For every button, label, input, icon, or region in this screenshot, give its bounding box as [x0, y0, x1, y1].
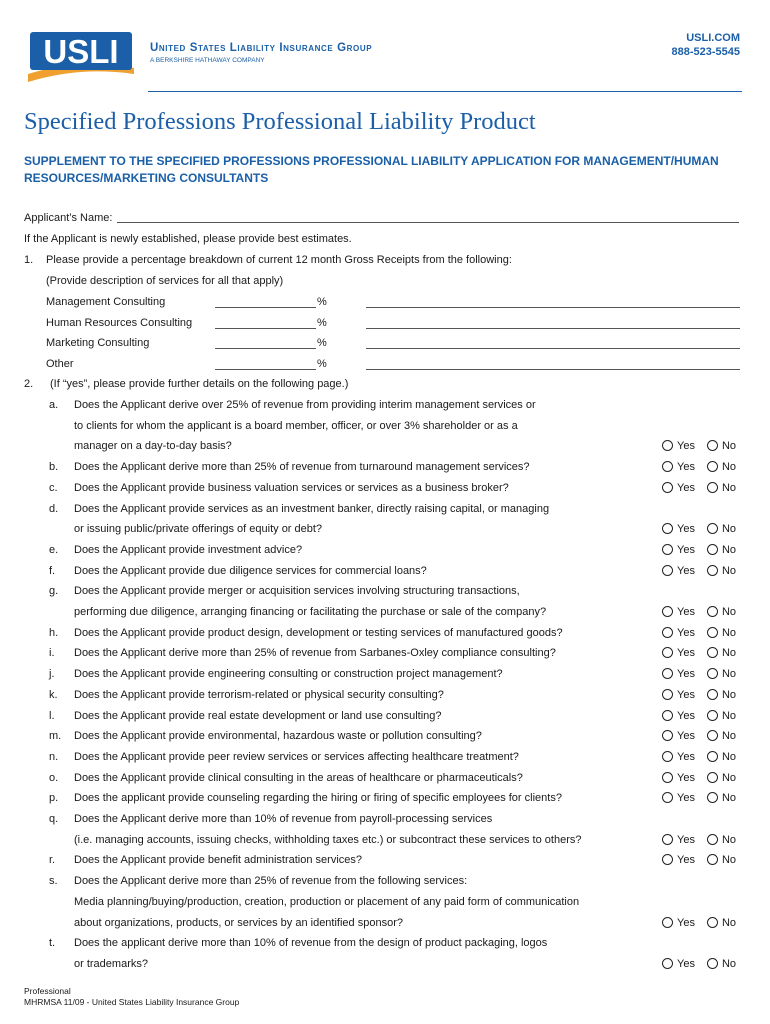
yes-no-group — [662, 565, 736, 578]
yes-radio[interactable] — [662, 565, 673, 576]
no-radio[interactable] — [707, 854, 718, 865]
question-text: Does the Applicant derive more than 10% of revenue from payroll-processing services — [74, 813, 493, 825]
yes-label: Yes — [677, 772, 695, 784]
no-option[interactable] — [707, 689, 736, 701]
footer-form-id: MHRMSA 11/09 - United States Liability Insurance Group — [24, 997, 240, 1007]
question-text: Does the applicant derive more than 10% of revenue from the design of product packaging, logos — [74, 937, 548, 949]
no-radio[interactable] — [707, 647, 718, 658]
yes-option[interactable] — [662, 482, 695, 494]
yes-radio[interactable] — [662, 606, 673, 617]
question-text: (i.e. managing accounts, issuing checks, withholding taxes etc.) or subcontract these services to others? — [74, 834, 582, 846]
yes-radio[interactable] — [662, 730, 673, 741]
question-text: Does the Applicant provide product design, development or testing services of manufactured goods? — [74, 627, 563, 639]
yes-option[interactable] — [662, 565, 695, 577]
breakdown-label: Marketing Consulting — [46, 337, 150, 349]
no-option[interactable] — [707, 565, 736, 577]
yes-label: Yes — [677, 647, 695, 659]
question-text: Does the Applicant derive more than 25% of revenue from turnaround management services? — [74, 461, 530, 473]
yes-option[interactable] — [662, 772, 695, 784]
question-letter: a. — [49, 399, 59, 411]
no-option[interactable] — [707, 792, 736, 804]
no-label: No — [721, 647, 737, 659]
no-option[interactable] — [707, 710, 736, 722]
yes-option[interactable] — [662, 689, 695, 701]
question-text: Does the Applicant provide benefit administration services? — [74, 854, 362, 866]
yes-option[interactable] — [662, 917, 695, 929]
q1-number: 1. — [24, 254, 34, 266]
yes-label: Yes — [677, 917, 695, 929]
question-letter: f. — [49, 565, 56, 577]
yes-no-group — [662, 627, 736, 640]
question-letter: t. — [49, 937, 56, 949]
no-radio[interactable] — [707, 627, 718, 638]
question-text: Does the Applicant provide business valuation services or services as a business broker? — [74, 482, 509, 494]
yes-label: Yes — [677, 627, 695, 639]
no-label: No — [721, 958, 737, 970]
yes-radio[interactable] — [662, 792, 673, 803]
no-label: No — [721, 627, 737, 639]
yes-label: Yes — [677, 482, 695, 494]
footer-category: Professional — [24, 986, 71, 996]
question-letter: h. — [49, 627, 59, 639]
question-letter: b. — [49, 461, 59, 473]
question-letter: o. — [49, 772, 59, 784]
question-text: Does the Applicant provide investment advice? — [74, 544, 303, 556]
yes-label: Yes — [677, 461, 695, 473]
yes-no-group — [662, 834, 736, 847]
no-label: No — [721, 751, 737, 763]
no-option[interactable] — [707, 647, 736, 659]
yes-label: Yes — [677, 544, 695, 556]
description-field[interactable] — [366, 357, 740, 370]
no-option[interactable] — [707, 606, 736, 618]
no-label: No — [721, 834, 737, 846]
no-label: No — [721, 565, 737, 577]
question-letter: q. — [49, 813, 59, 825]
no-option[interactable] — [707, 730, 736, 742]
no-radio[interactable] — [707, 751, 718, 762]
question-letter: l. — [49, 710, 55, 722]
yes-no-group — [662, 958, 736, 971]
yes-no-group — [662, 772, 736, 785]
question-text: Does the Applicant provide engineering consulting or construction project management? — [74, 668, 503, 680]
no-radio[interactable] — [707, 710, 718, 721]
question-text: Does the applicant provide counseling regarding the hiring or firing of specific employees for clients? — [74, 792, 562, 804]
yes-no-group — [662, 917, 736, 930]
question-letter: n. — [49, 751, 59, 763]
yes-radio[interactable] — [662, 917, 673, 928]
no-label: No — [721, 440, 737, 452]
no-option[interactable] — [707, 751, 736, 763]
yes-radio[interactable] — [662, 627, 673, 638]
question-text: Does the Applicant provide merger or acquisition services involving structuring transactions, — [74, 585, 520, 597]
yes-no-group — [662, 482, 736, 495]
yes-no-group — [662, 440, 736, 453]
question-text: Does the Applicant provide terrorism-related or physical security consulting? — [74, 689, 444, 701]
yes-label: Yes — [677, 689, 695, 701]
yes-option[interactable] — [662, 523, 695, 535]
no-option[interactable] — [707, 482, 736, 494]
question-text: manager on a day-to-day basis? — [74, 440, 232, 452]
percent-field[interactable] — [215, 316, 316, 329]
no-radio[interactable] — [707, 565, 718, 576]
no-radio[interactable] — [707, 792, 718, 803]
no-label: No — [721, 772, 737, 784]
breakdown-label: Management Consulting — [46, 296, 166, 308]
question-text: Does the Applicant derive more than 25% of revenue from Sarbanes-Oxley compliance consulting? — [74, 647, 556, 659]
no-radio[interactable] — [707, 544, 718, 555]
no-option[interactable] — [707, 544, 736, 556]
question-text: about organizations, products, or services by an identified sponsor? — [74, 917, 403, 929]
yes-option[interactable] — [662, 627, 695, 639]
new-applicant-note: If the Applicant is newly established, please provide best estimates. — [24, 233, 352, 245]
yes-no-group — [662, 461, 736, 474]
no-radio[interactable] — [707, 917, 718, 928]
no-label: No — [721, 544, 737, 556]
yes-label: Yes — [677, 854, 695, 866]
question-letter: i. — [49, 647, 55, 659]
yes-radio[interactable] — [662, 751, 673, 762]
no-label: No — [721, 689, 737, 701]
usli-logo — [22, 22, 140, 90]
yes-option[interactable] — [662, 730, 695, 742]
yes-no-group — [662, 544, 736, 557]
yes-no-group — [662, 647, 736, 660]
question-text: Media planning/buying/production, creation, production or placement of any paid form of communication — [74, 896, 580, 908]
yes-label: Yes — [677, 523, 695, 535]
question-text: Does the Applicant provide due diligence services for commercial loans? — [74, 565, 427, 577]
description-field[interactable] — [366, 316, 740, 329]
supplement-heading: SUPPLEMENT TO THE SPECIFIED PROFESSIONS PROFESSIONAL LIABILITY APPLICATION FOR MANAGEMENT/HUMAN RESOURCES/MARKETING CONSULTANTS — [24, 154, 719, 185]
yes-label: Yes — [677, 710, 695, 722]
yes-no-group — [662, 751, 736, 764]
question-text: Does the Applicant provide peer review services or services affecting healthcare treatment? — [74, 751, 519, 763]
no-label: No — [721, 523, 737, 535]
question-letter: j. — [49, 668, 55, 680]
no-option[interactable] — [707, 440, 736, 452]
question-text: Does the Applicant provide environmental, hazardous waste or pollution consulting? — [74, 730, 482, 742]
logo-wordmark: USLI — [43, 33, 119, 70]
yes-no-group — [662, 854, 736, 867]
no-option[interactable] — [707, 523, 736, 535]
no-option[interactable] — [707, 668, 736, 680]
question-text: Does the Applicant derive over 25% of revenue from providing interim management services or — [74, 399, 536, 411]
applicant-label: Applicant’s Name: — [24, 212, 113, 224]
yes-option[interactable] — [662, 834, 695, 846]
yes-option[interactable] — [662, 647, 695, 659]
yes-label: Yes — [677, 668, 695, 680]
yes-radio[interactable] — [662, 834, 673, 845]
question-letter: p. — [49, 792, 59, 804]
yes-label: Yes — [677, 730, 695, 742]
yes-option[interactable] — [662, 958, 695, 970]
q2-text: (If “yes”, please provide further details on the following page.) — [50, 378, 349, 390]
yes-no-group — [662, 523, 736, 536]
no-radio[interactable] — [707, 440, 718, 451]
question-text: or issuing public/private offerings of equity or debt? — [74, 523, 323, 535]
breakdown-label: Human Resources Consulting — [46, 317, 193, 329]
applicant-name-field[interactable] — [117, 210, 739, 223]
yes-label: Yes — [677, 834, 695, 846]
no-option[interactable] — [707, 772, 736, 784]
no-label: No — [721, 482, 737, 494]
yes-radio[interactable] — [662, 689, 673, 700]
yes-option[interactable] — [662, 710, 695, 722]
question-letter: s. — [49, 875, 58, 887]
yes-radio[interactable] — [662, 544, 673, 555]
yes-option[interactable] — [662, 440, 695, 452]
no-radio[interactable] — [707, 668, 718, 679]
no-radio[interactable] — [707, 730, 718, 741]
question-text: Does the Applicant provide real estate development or land use consulting? — [74, 710, 442, 722]
percent-sign: % — [317, 296, 327, 308]
question-text: Does the Applicant provide services as an investment banker, directly raising capital, or managing — [74, 503, 550, 515]
yes-no-group — [662, 689, 736, 702]
no-radio[interactable] — [707, 834, 718, 845]
no-label: No — [721, 792, 737, 804]
no-option[interactable] — [707, 854, 736, 866]
yes-radio[interactable] — [662, 647, 673, 658]
question-text: to clients for whom the applicant is a board member, officer, or over 3% shareholder or as a — [74, 420, 518, 432]
percent-field[interactable] — [215, 357, 316, 370]
breakdown-label: Other — [46, 358, 74, 370]
yes-label: Yes — [677, 958, 695, 970]
percent-field[interactable] — [215, 295, 316, 308]
company-name: United States Liability Insurance Group — [150, 42, 373, 54]
page-title: Specified Professions Professional Liability Product — [24, 108, 536, 135]
yes-radio[interactable] — [662, 854, 673, 865]
no-label: No — [721, 461, 737, 473]
yes-radio[interactable] — [662, 482, 673, 493]
yes-radio[interactable] — [662, 461, 673, 472]
yes-option[interactable] — [662, 461, 695, 473]
no-option[interactable] — [707, 917, 736, 929]
yes-radio[interactable] — [662, 668, 673, 679]
no-label: No — [721, 710, 737, 722]
yes-label: Yes — [677, 751, 695, 763]
yes-no-group — [662, 710, 736, 723]
no-radio[interactable] — [707, 689, 718, 700]
no-radio[interactable] — [707, 461, 718, 472]
yes-radio[interactable] — [662, 523, 673, 534]
company-subtitle: A BERKSHIRE HATHAWAY COMPANY — [150, 57, 265, 64]
no-radio[interactable] — [707, 606, 718, 617]
yes-radio[interactable] — [662, 440, 673, 451]
website: USLI.COM — [686, 32, 740, 44]
no-label: No — [721, 668, 737, 680]
yes-option[interactable] — [662, 668, 695, 680]
yes-no-group — [662, 606, 736, 619]
yes-label: Yes — [677, 440, 695, 452]
question-text: Does the Applicant derive more than 25% of revenue from the following services: — [74, 875, 468, 887]
header-rule — [148, 91, 742, 92]
q2-number: 2. — [24, 378, 34, 390]
question-letter: e. — [49, 544, 59, 556]
no-radio[interactable] — [707, 482, 718, 493]
question-letter: g. — [49, 585, 59, 597]
question-text: or trademarks? — [74, 958, 148, 970]
no-option[interactable] — [707, 627, 736, 639]
no-radio[interactable] — [707, 523, 718, 534]
yes-no-group — [662, 730, 736, 743]
yes-radio[interactable] — [662, 958, 673, 969]
phone-number: 888-523-5545 — [671, 46, 740, 58]
percent-sign: % — [317, 358, 327, 370]
description-field[interactable] — [366, 336, 740, 349]
no-label: No — [721, 917, 737, 929]
yes-option[interactable] — [662, 751, 695, 763]
yes-no-group — [662, 668, 736, 681]
percent-sign: % — [317, 317, 327, 329]
percent-field[interactable] — [215, 336, 316, 349]
yes-option[interactable] — [662, 854, 695, 866]
yes-option[interactable] — [662, 606, 695, 618]
question-letter: d. — [49, 503, 59, 515]
q1-text: Please provide a percentage breakdown of current 12 month Gross Receipts from the following: — [46, 254, 512, 266]
q1-subtext: (Provide description of services for all that apply) — [46, 275, 284, 287]
yes-label: Yes — [677, 792, 695, 804]
question-letter: c. — [49, 482, 58, 494]
percent-sign: % — [317, 337, 327, 349]
no-radio[interactable] — [707, 958, 718, 969]
no-option[interactable] — [707, 958, 736, 970]
yes-option[interactable] — [662, 792, 695, 804]
no-option[interactable] — [707, 834, 736, 846]
description-field[interactable] — [366, 295, 740, 308]
question-text: Does the Applicant provide clinical consulting in the areas of healthcare or pharmaceuticals? — [74, 772, 523, 784]
no-radio[interactable] — [707, 772, 718, 783]
yes-label: Yes — [677, 565, 695, 577]
no-label: No — [721, 730, 737, 742]
yes-label: Yes — [677, 606, 695, 618]
question-letter: m. — [49, 730, 62, 742]
question-letter: k. — [49, 689, 58, 701]
no-label: No — [721, 606, 737, 618]
yes-radio[interactable] — [662, 772, 673, 783]
no-label: No — [721, 854, 737, 866]
question-text: performing due diligence, arranging financing or facilitating the purchase or sale of the company? — [74, 606, 547, 618]
yes-option[interactable] — [662, 544, 695, 556]
question-letter: r. — [49, 854, 56, 866]
yes-no-group — [662, 792, 736, 805]
no-option[interactable] — [707, 461, 736, 473]
yes-radio[interactable] — [662, 710, 673, 721]
